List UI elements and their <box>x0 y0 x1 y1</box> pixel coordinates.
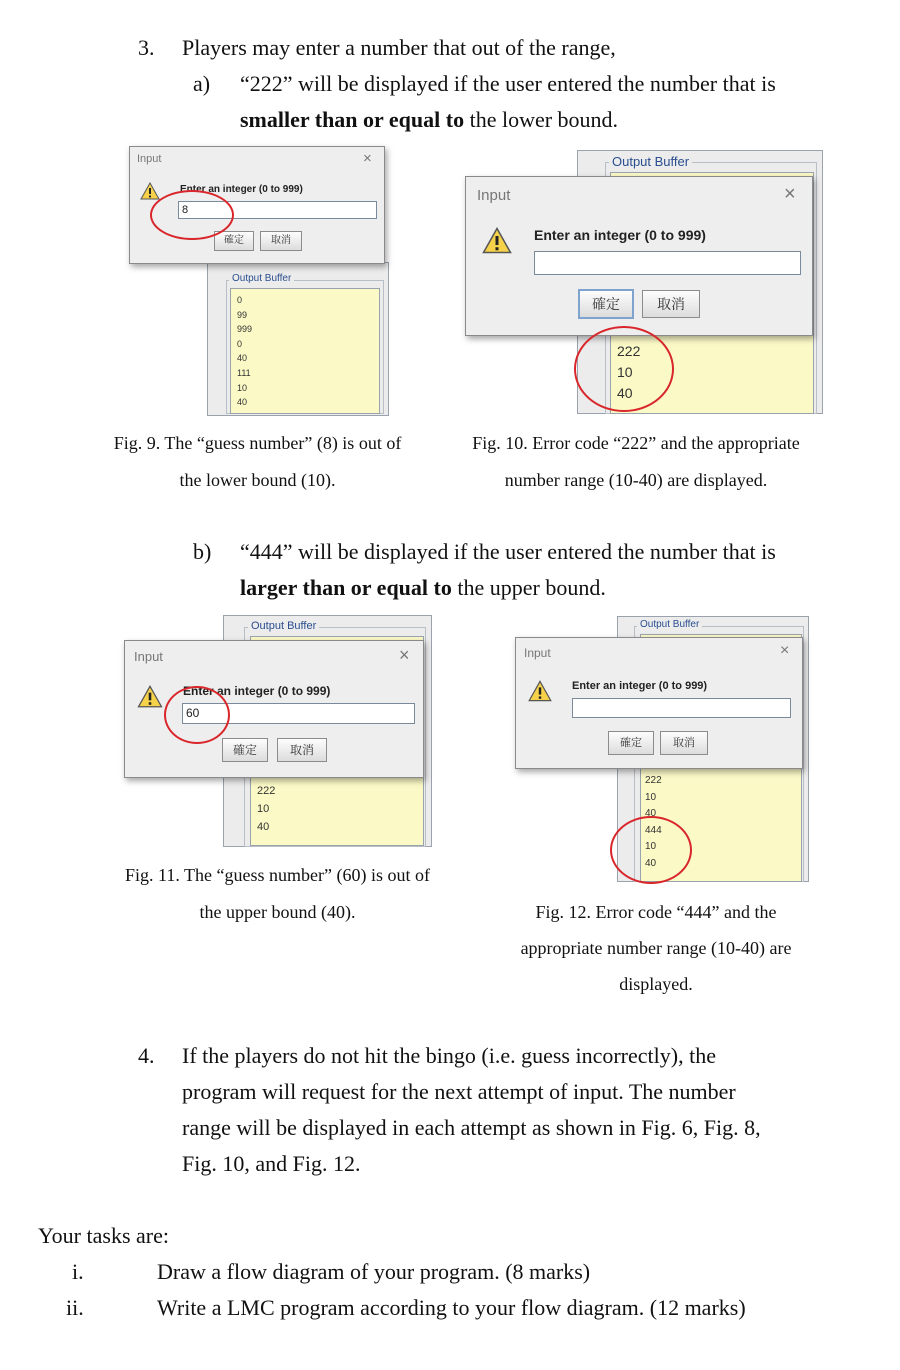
fig12-dialog-title: Input <box>524 646 551 660</box>
buffer-line: 10 <box>237 382 248 393</box>
buffer-line: 40 <box>257 821 270 833</box>
fig12-caption-line2: appropriate number range (10-40) are <box>520 938 792 958</box>
task-2-text: Write a LMC program according to your flow diagram. (12 marks) <box>157 1295 746 1320</box>
fig12-prompt: Enter an integer (0 to 999) <box>572 680 708 692</box>
fig9-buffer-title: Output Buffer <box>229 273 294 284</box>
fig10-highlight-circle <box>574 326 674 412</box>
buffer-line: 10 <box>617 364 633 380</box>
buffer-line: 0 <box>237 295 243 305</box>
fig9-close-icon[interactable]: × <box>363 150 372 167</box>
buffer-line: 0 <box>237 338 243 349</box>
fig10-cancel-button[interactable]: 取消 <box>642 290 700 318</box>
buffer-line: 222 <box>257 785 276 797</box>
fig11-prompt: Enter an integer (0 to 999) <box>183 684 331 698</box>
buffer-line: 99 <box>237 309 248 320</box>
item-4-line3: range will be displayed in each attempt as shown in Fig. 6, Fig. 8, <box>182 1115 761 1140</box>
buffer-line: 40 <box>237 397 248 408</box>
item-3b-line2 <box>240 570 606 606</box>
fig9-prompt: Enter an integer (0 to 999) <box>180 184 303 195</box>
fig11-close-icon[interactable]: × <box>399 645 410 665</box>
fig12-input-dialog <box>515 637 803 769</box>
fig10-input-dialog <box>465 176 813 336</box>
fig11-caption-line1: Fig. 11. The “guess number” (60) is out of <box>125 865 430 885</box>
fig12-input-field[interactable] <box>572 698 791 718</box>
fig9-warning-icon <box>140 182 160 200</box>
fig10-close-icon[interactable]: × <box>784 183 796 205</box>
item-4-number: 4. <box>138 1043 155 1068</box>
buffer-line: 40 <box>617 385 633 401</box>
fig11-cancel-button[interactable]: 取消 <box>277 738 327 762</box>
fig12-cancel-button[interactable]: 取消 <box>660 731 708 755</box>
item-3a-label: a) <box>193 71 211 96</box>
item-4-line1: If the players do not hit the bingo (i.e. guess incorrectly), the <box>182 1043 716 1068</box>
fig12-highlight-circle <box>610 816 692 884</box>
fig12-buffer-title: Output Buffer <box>637 619 702 630</box>
item-3b-line1: “444” will be displayed if the user entered the number that is <box>240 539 776 564</box>
item-3-text: Players may enter a number that out of the range, <box>182 35 616 60</box>
buffer-line: 10 <box>645 841 657 852</box>
buffer-line: 222 <box>645 775 662 786</box>
buffer-line: 40 <box>645 857 657 869</box>
item-4-line4: Fig. 10, and Fig. 12. <box>182 1151 361 1176</box>
item-3b-bold: larger than or equal to <box>240 575 452 600</box>
buffer-line: 444 <box>645 824 662 836</box>
item-3a-line1: “222” will be displayed if the user entered the number that is <box>240 71 776 96</box>
fig10-prompt: Enter an integer (0 to 999) <box>534 227 706 243</box>
fig11-caption-line2: the upper bound (40). <box>199 902 356 922</box>
fig10-ok-button[interactable]: 確定 <box>578 289 634 319</box>
fig12-caption-line3: displayed. <box>619 974 693 994</box>
fig10-input-field[interactable] <box>534 251 801 275</box>
fig9-dialog-title: Input <box>137 153 162 165</box>
fig11-highlight-circle <box>164 686 230 744</box>
fig10-dialog-title: Input <box>477 187 511 204</box>
fig11-dialog-title: Input <box>134 649 163 664</box>
fig9-highlight-circle <box>150 190 234 240</box>
buffer-line: 10 <box>645 791 657 803</box>
buffer-line: 222 <box>617 343 641 359</box>
fig11-warning-icon <box>137 685 163 708</box>
item-3a-rest: the lower bound. <box>464 107 619 132</box>
fig10-caption-line2: number range (10-40) are displayed. <box>504 470 768 490</box>
fig11-input-field[interactable]: 60 <box>182 703 415 724</box>
fig9-ok-button[interactable]: 確定 <box>214 231 254 251</box>
buffer-line: 999 <box>237 324 253 335</box>
fig9-cancel-button[interactable]: 取消 <box>260 231 302 251</box>
item-3a-bold: smaller than or equal to <box>240 107 465 132</box>
fig9-caption-line1: Fig. 9. The “guess number” (8) is out of <box>113 433 402 453</box>
buffer-line: 10 <box>257 803 270 815</box>
task-2-number: ii. <box>66 1295 84 1320</box>
item-3-number: 3. <box>138 35 155 60</box>
fig12-caption-line1: Fig. 12. Error code “444” and the <box>535 902 777 922</box>
fig12-close-icon[interactable]: × <box>780 642 790 659</box>
task-1-text: Draw a flow diagram of your program. (8 marks) <box>157 1259 591 1284</box>
fig10-buffer-title: Output Buffer <box>609 154 692 169</box>
fig9-input-field[interactable]: 8 <box>178 201 377 219</box>
fig11-ok-button[interactable]: 確定 <box>222 738 268 762</box>
fig9-output-area[interactable] <box>230 288 380 414</box>
buffer-line: 111 <box>237 368 251 378</box>
fig10-warning-icon <box>482 227 512 254</box>
fig12-warning-icon <box>528 680 552 702</box>
fig12-ok-button[interactable]: 確定 <box>608 731 654 755</box>
item-3b-rest: the upper bound. <box>451 575 606 600</box>
item-3b-label: b) <box>193 539 212 564</box>
buffer-line: 40 <box>645 808 657 819</box>
task-1-number: i. <box>72 1259 84 1284</box>
fig11-buffer-title: Output Buffer <box>248 620 319 632</box>
fig10-caption-line1: Fig. 10. Error code “222” and the appropriate <box>472 433 800 453</box>
item-3a-line2 <box>240 102 618 138</box>
item-4-line2: program will request for the next attempt of input. The number <box>182 1079 736 1104</box>
buffer-line: 40 <box>237 353 248 364</box>
fig9-caption-line2: the lower bound (10). <box>179 470 336 490</box>
tasks-heading: Your tasks are: <box>38 1223 169 1248</box>
